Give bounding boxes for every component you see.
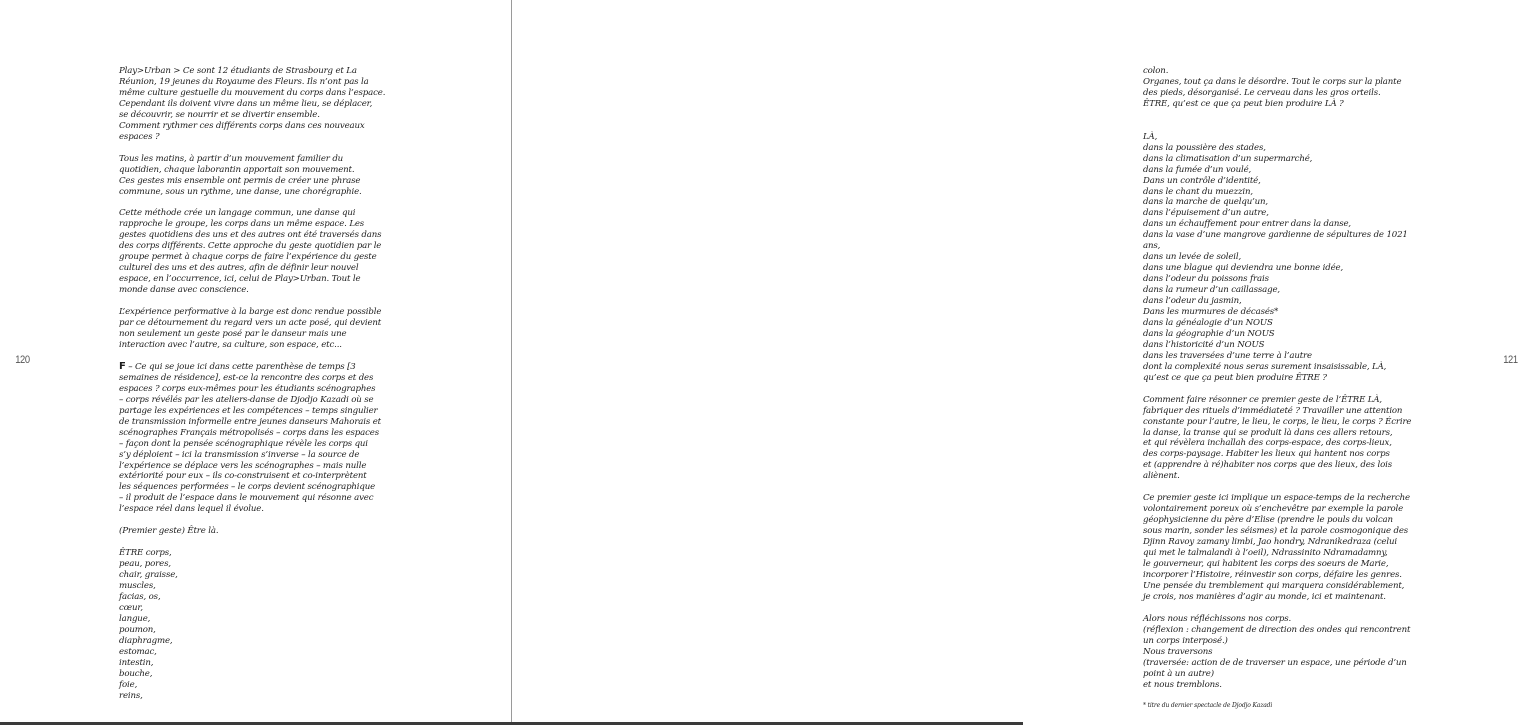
text-line: intestin, <box>119 657 154 668</box>
body-list <box>119 548 399 701</box>
text-line: interaction avec l’autre, sa culture, son espace, etc... <box>119 339 342 350</box>
text-line: ÊTRE, qu’est ce que ça peut bien produire LÀ ? <box>1143 98 1344 109</box>
right-page <box>512 0 1518 722</box>
text-line: se découvrir, se nourrir et se divertir ensemble. <box>119 109 320 120</box>
text-line: espace, en l’occurrence, ici, celui de Play>Urban. Tout le <box>119 274 361 285</box>
text-line: poumon, <box>119 624 156 635</box>
text-line: (traversée: action de de traverser un espace, une période d’un <box>1143 657 1407 668</box>
text-line: volontairement poreux où s’enchevêtre par exemple la parole <box>1143 504 1404 515</box>
text-line: et nous tremblons. <box>1143 679 1222 690</box>
marked-paragraph-lines <box>119 362 399 515</box>
text-line: semaines de résidence], est-ce la rencontre des corps et des <box>119 372 374 383</box>
section-heading: (Premier geste) Être là. <box>119 526 219 537</box>
right-text-column <box>1143 66 1428 710</box>
text-line: extériorité pour eux – ils co-construisent et co-interprètent <box>119 471 367 482</box>
text-line: sous marin, sonder les séismes) et la parole cosmogonique des <box>1143 526 1409 537</box>
text-line: dans la fumée d’un voulé, <box>1143 164 1252 175</box>
section-mark-icon: F <box>119 360 126 372</box>
text-line: rapproche le groupe, les corps dans un même espace. Les <box>119 219 365 230</box>
text-line: dans la vase d’une mangrove gardienne de sépultures de 1021 <box>1143 230 1408 241</box>
text-line: dans la climatisation d’un supermarché, <box>1143 153 1313 164</box>
paragraph-mornings <box>119 154 399 198</box>
text-line: un corps interposé.) <box>1143 635 1228 646</box>
text-line: dans le chant du muezzin, <box>1143 186 1253 197</box>
text-line: des corps-paysage. Habiter les lieux qui hantent nos corps <box>1143 449 1390 460</box>
text-line: dans la marche de quelqu’un, <box>1143 197 1269 208</box>
text-line: l’expérience se déplace vers les scénographes – mais nulle <box>119 460 367 471</box>
text-line: – il produit de l’espace dans le mouvement qui résonne avec <box>119 493 374 504</box>
text-line: Nous traversons <box>1143 646 1213 657</box>
text-line: monde danse avec conscience. <box>119 285 249 296</box>
text-line: des corps différents. Cette approche du geste quotidien par le <box>119 241 382 252</box>
text-line: LÀ, <box>1143 131 1158 142</box>
text-line: Djinn Ravoy zamany limbi, Jao hondry, Ndranikedraza (celui <box>1143 537 1397 548</box>
text-line: reins, <box>119 690 143 701</box>
text-line: espaces ? corps eux-mêmes pour les étudiants scénographes <box>119 383 376 394</box>
text-line: espaces ? <box>119 131 160 142</box>
page-number-left: 120 <box>15 354 30 366</box>
paragraph-reflect <box>1143 614 1428 691</box>
text-line: dans la poussière des stades, <box>1143 142 1266 153</box>
text-line: scénographes Français métropolisés – corps dans les espaces <box>119 427 379 438</box>
text-line: Ce premier geste ici implique un espace-temps de la recherche <box>1143 493 1410 504</box>
text-line: qui met le talmalandi à l’oeil), Ndrassinito Ndramadamny, <box>1143 548 1388 559</box>
text-line: – façon dont la pensée scénographique révèle les corps qui <box>119 438 368 449</box>
paragraph-marked <box>119 362 399 515</box>
text-line: Dans un contrôle d’identité, <box>1143 175 1261 186</box>
text-line: dans les traversées d’une terre à l’autre <box>1143 350 1312 361</box>
text-line: – Ce qui se joue ici dans cette parenthèse de temps [3 <box>128 361 356 372</box>
text-line: qu’est ce que ça peut bien produire ÊTRE ? <box>1143 372 1327 383</box>
text-line: Comment rythmer ces différents corps dans ces nouveaux <box>119 120 365 131</box>
text-line: géophysicienne du père d’Elise (prendre le pouls du volcan <box>1143 515 1393 526</box>
text-line: par ce détournement du regard vers un acte posé, qui devient <box>119 318 382 329</box>
text-line: Comment faire résonner ce premier geste de l’ÊTRE LÀ, <box>1143 394 1382 405</box>
text-line: muscles, <box>119 581 156 592</box>
text-line: la danse, la transe qui se produit là dans ces allers retours, <box>1143 427 1393 438</box>
text-line: des pieds, désorganisé. Le cerveau dans les gros orteils. <box>1143 87 1381 98</box>
text-line: chair, graisse, <box>119 570 178 581</box>
left-text-column <box>119 66 399 713</box>
text-line: de transmission informelle entre jeunes danseurs Mahorais et <box>119 416 381 427</box>
left-page <box>0 0 511 722</box>
text-line: L’expérience performative à la barge est donc rendue possible <box>119 307 382 318</box>
text-line: Play>Urban > Ce sont 12 étudiants de Strasbourg et La <box>119 66 357 76</box>
text-line: langue, <box>119 613 151 624</box>
text-line: dans une blague qui deviendra une bonne idée, <box>1143 263 1344 274</box>
text-line: aliènent. <box>1143 471 1180 482</box>
text-line: estomac, <box>119 646 157 657</box>
text-line: (réflexion : changement de direction des ondes qui rencontrent <box>1143 624 1411 635</box>
text-line: non seulement un geste posé par le danseur mais une <box>119 329 347 340</box>
text-line: dans l’odeur du jasmin, <box>1143 296 1242 307</box>
text-line: cœur, <box>119 602 143 613</box>
text-line: foie, <box>119 679 138 690</box>
text-line: ans, <box>1143 241 1161 252</box>
text-line: et qui révèlera inchallah des corps-espace, des corps-lieux, <box>1143 438 1392 449</box>
text-line: partage les expériences et les compétences – temps singulier <box>119 405 378 416</box>
page-number-right: 121 <box>1503 354 1518 366</box>
paragraph-la-litany <box>1143 121 1428 384</box>
text-line: ÊTRE corps, <box>119 548 172 559</box>
text-line: – corps révélés par les ateliers-danse de Djodjo Kazadi où se <box>119 394 374 405</box>
text-line: fabriquer des rituels d’immédiateté ? Travailler une attention <box>1143 405 1403 416</box>
paragraph-performative <box>119 307 399 351</box>
text-line: groupe permet à chaque corps de faire l’expérience du geste <box>119 252 377 263</box>
text-line: dans un échauffement pour entrer dans la danse, <box>1143 219 1351 230</box>
paragraph-intro <box>119 66 399 143</box>
text-line: quotidien, chaque laborantin apportait son mouvement. <box>119 164 355 175</box>
text-line: facias, os, <box>119 592 161 603</box>
text-line: Dans les murmures de décasés* <box>1143 307 1279 317</box>
text-line: dans la généalogie d’un NOUS <box>1143 317 1273 328</box>
text-line: dans un levée de soleil, <box>1143 252 1242 263</box>
text-line: diaphragme, <box>119 635 173 646</box>
text-line: Organes, tout ça dans le désordre. Tout le corps sur la plante <box>1143 76 1402 87</box>
text-line: dans la géographie d’un NOUS <box>1143 328 1275 339</box>
text-line: Cette méthode crée un langage commun, une danse qui <box>119 208 356 219</box>
text-line: dans l’épuisement d’un autre, <box>1143 208 1269 219</box>
text-line: le gouverneur, qui habitent les corps des soeurs de Marie, <box>1143 559 1389 570</box>
text-line: même culture gestuelle du mouvement du corps dans l’espace. <box>119 87 386 98</box>
text-line: Ces gestes mis ensemble ont permis de créer une phrase <box>119 175 361 186</box>
text-line: incorporer l’Histoire, réinvestir son corps, défaire les genres. <box>1143 569 1402 580</box>
text-line: et (apprendre à ré)habiter nos corps que des lieux, des lois <box>1143 460 1393 471</box>
text-line: dans la rumeur d’un caillassage, <box>1143 285 1280 296</box>
paragraph-organs <box>1143 66 1428 110</box>
text-line: bouche, <box>119 668 153 679</box>
paragraph-method <box>119 208 399 296</box>
text-line: constante pour l’autre, le lieu, le corps, le lieu, le corps ? Écrire <box>1143 416 1412 427</box>
text-line <box>1143 121 1428 132</box>
text-line: s’y déploient – ici la transmission s’inverse – la source de <box>119 449 360 460</box>
text-line: l’espace réel dans lequel il évolue. <box>119 504 264 515</box>
text-line: point à un autre) <box>1143 668 1214 679</box>
text-line: je crois, nos manières d’agir au monde, ici et maintenant. <box>1143 591 1386 602</box>
text-line: peau, pores, <box>119 559 171 570</box>
text-line: Alors nous réfléchissons nos corps. <box>1143 613 1292 624</box>
text-line: colon. <box>1143 66 1169 76</box>
text-line: culturel des uns et des autres, afin de définir leur nouvel <box>119 263 359 274</box>
paragraph-resonate <box>1143 395 1428 483</box>
text-line: dans l’historicité d’un NOUS <box>1143 339 1265 350</box>
footnote: * titre du dernier spectacle de Djodjo Kazadi <box>1143 701 1273 709</box>
text-line: Cependant ils doivent vivre dans un même lieu, se déplacer, <box>119 98 373 109</box>
text-line: les séquences performées – le corps devient scénographique <box>119 482 376 493</box>
text-line: Tous les matins, à partir d’un mouvement familier du <box>119 153 344 164</box>
text-line: Une pensée du tremblement qui marquera considérablement, <box>1143 580 1405 591</box>
paragraph-first-gesture <box>1143 493 1428 603</box>
text-line: dont la complexité nous seras surement insaisissable, LÀ, <box>1143 361 1387 372</box>
text-line: dans l’odeur du poissons frais <box>1143 274 1269 285</box>
text-line: gestes quotidiens des uns et des autres ont été traversés dans <box>119 230 382 241</box>
text-line: Réunion, 19 jeunes du Royaume des Fleurs. Ils n’ont pas la <box>119 76 369 87</box>
text-line: commune, sous un rythme, une danse, une chorégraphie. <box>119 186 362 197</box>
